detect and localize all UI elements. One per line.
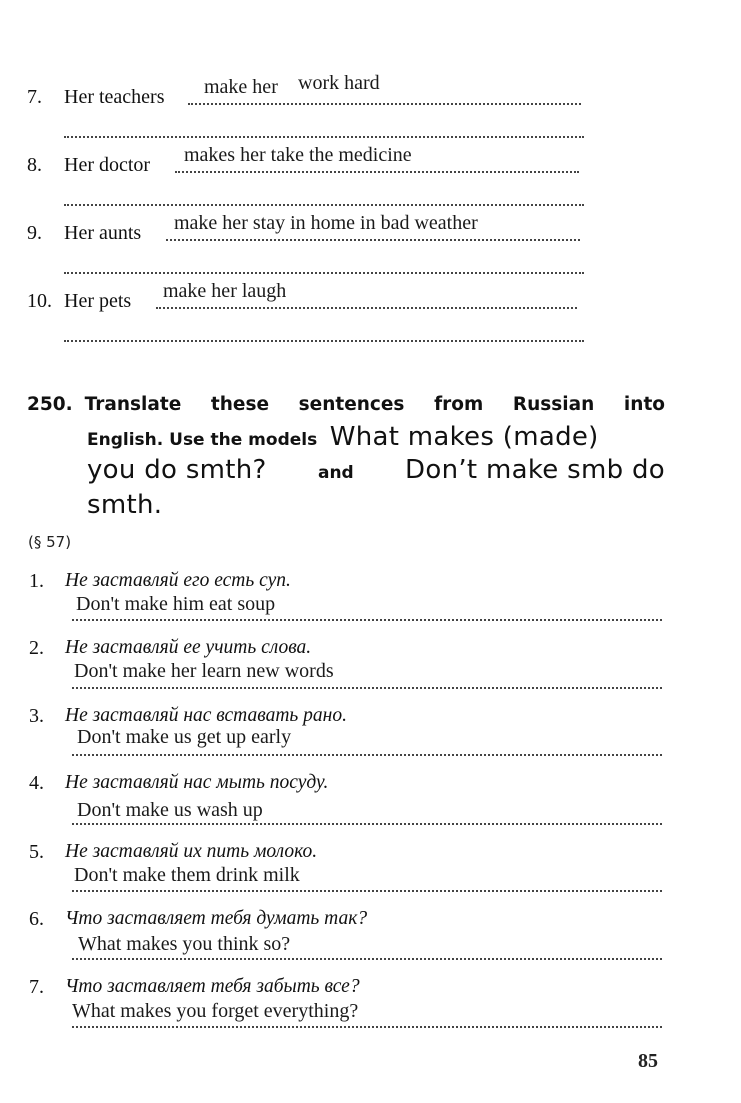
handwritten-answer: work hard [298,72,380,94]
russian-sentence: Не заставляй нас вставать рано. [65,705,347,726]
handwritten-answer: What makes you think so? [78,933,291,955]
instruction-line-2: English. Use the models [87,430,318,450]
handwritten-answer: Don't make him eat soup [76,593,276,615]
answer-line [72,619,662,621]
answer-line [72,958,662,960]
handwritten-answer: Don't make them drink milk [74,864,300,886]
russian-sentence: Не заставляй их пить молоко. [65,841,318,862]
handwritten-answer: Don't make us wash up [77,799,263,821]
instruction-line-1: Translate these sentences from Russian into [84,394,665,415]
item-number: 6. [29,908,44,930]
russian-sentence: Что заставляет тебя думать так? [65,908,368,929]
item-number: 4. [29,772,44,794]
handwritten-answer: make her stay in home in bad weather [174,212,478,234]
answer-line [72,754,662,756]
answer-line [175,171,579,173]
russian-sentence: Не заставляй ее учить слова. [65,637,312,658]
russian-sentence: Не заставляй его есть суп. [65,570,291,591]
handwritten-answer: What makes you forget everything? [72,1000,359,1022]
answer-line [64,340,584,342]
answer-line [72,890,662,892]
answer-line [64,136,584,138]
item-number: 10. [27,290,52,312]
model-sentence-2: Don’t make smb do [405,455,665,485]
answer-line [72,823,662,825]
handwritten-answer: makes her take the medicine [184,144,412,166]
item-number: 7. [27,86,42,108]
answer-line [64,272,584,274]
item-number: 9. [27,222,42,244]
item-number: 1. [29,570,44,592]
answer-line [166,239,580,241]
item-number: 8. [27,154,42,176]
item-prompt: Her doctor [64,154,151,176]
answer-line [64,204,584,206]
russian-sentence: Что заставляет тебя забыть все? [65,976,360,997]
answer-line [72,687,662,689]
russian-sentence: Не заставляй нас мыть посуду. [65,772,329,793]
item-prompt: Her aunts [64,222,142,244]
item-number: 3. [29,705,44,727]
item-prompt: Her teachers [64,86,165,108]
grammar-reference: (§ 57) [28,533,72,551]
item-prompt: Her pets [64,290,132,312]
exercise-number: 250. [27,394,73,415]
item-number: 5. [29,841,44,863]
model-sentence-2-end: smth. [87,490,163,520]
item-number: 2. [29,637,44,659]
item-number: 7. [29,976,44,998]
model-sentence-1: What makes (made) [329,422,599,452]
handwritten-answer: Don't make us get up early [77,726,292,748]
answer-line [156,307,577,309]
conjunction: and [317,463,354,483]
handwritten-answer: Don't make her learn new words [74,660,334,682]
answer-line [188,103,581,105]
handwritten-answer: make her laugh [163,280,287,302]
page-number: 85 [638,1050,658,1072]
model-sentence-1-end: you do smth? [87,455,267,485]
answer-line [72,1026,662,1028]
handwritten-answer: make her [204,76,278,98]
